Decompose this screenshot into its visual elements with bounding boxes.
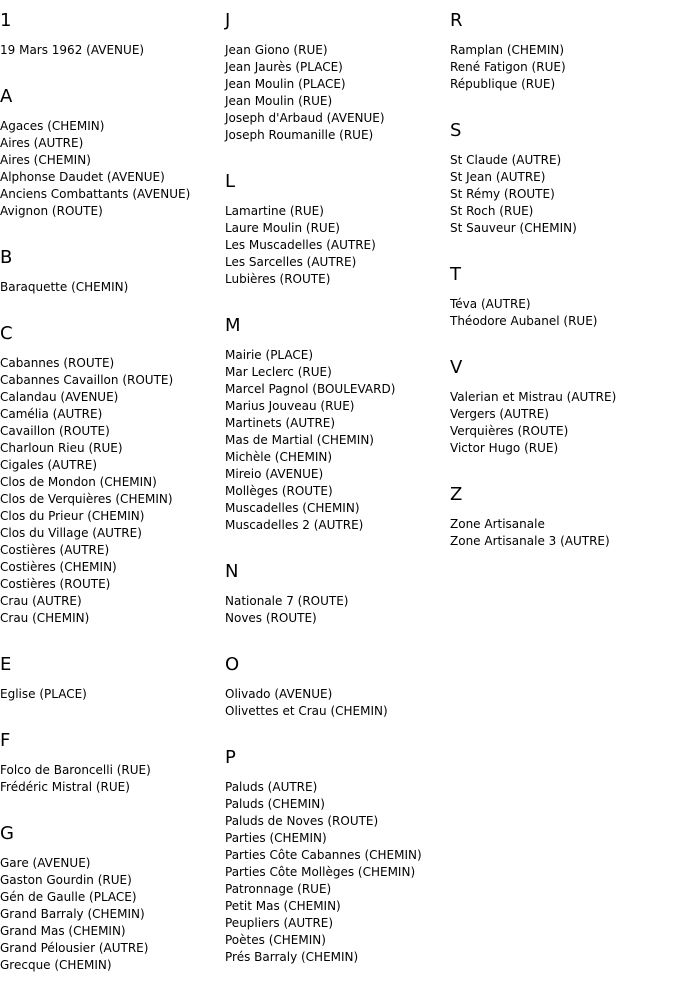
street-item: Parties (CHEMIN) bbox=[225, 831, 327, 845]
street-item: Valerian et Mistrau (AUTRE) bbox=[450, 390, 617, 404]
street-list bbox=[0, 118, 220, 220]
letter-group bbox=[225, 171, 445, 288]
street-item: Clos de Mondon (CHEMIN) bbox=[0, 475, 157, 489]
letter-group bbox=[450, 120, 675, 237]
letter-heading: C bbox=[0, 323, 13, 344]
street-item: Patronnage (RUE) bbox=[225, 882, 332, 896]
street-item: St Rémy (ROUTE) bbox=[450, 187, 555, 201]
street-item: Grand Barraly (CHEMIN) bbox=[0, 907, 145, 921]
street-item: Les Muscadelles (AUTRE) bbox=[225, 238, 376, 252]
street-item: Aires (AUTRE) bbox=[0, 136, 84, 150]
street-index-column-3 bbox=[450, 10, 675, 577]
street-item: Olivado (AVENUE) bbox=[225, 687, 333, 701]
letter-group bbox=[450, 484, 675, 550]
letter-group bbox=[0, 323, 220, 627]
street-list bbox=[450, 389, 675, 457]
street-item: Costières (ROUTE) bbox=[0, 577, 111, 591]
letter-group bbox=[225, 315, 445, 534]
street-item: Clos de Verquières (CHEMIN) bbox=[0, 492, 173, 506]
street-list bbox=[0, 355, 220, 627]
street-item: Alphonse Daudet (AVENUE) bbox=[0, 170, 165, 184]
street-item: Théodore Aubanel (RUE) bbox=[450, 314, 598, 328]
street-item: Les Sarcelles (AUTRE) bbox=[225, 255, 357, 269]
letter-heading: E bbox=[0, 654, 12, 675]
street-item: Prés Barraly (CHEMIN) bbox=[225, 950, 359, 964]
street-list bbox=[225, 203, 445, 288]
street-item: Gén de Gaulle (PLACE) bbox=[0, 890, 137, 904]
street-index-column-1 bbox=[0, 10, 220, 1001]
letter-heading: L bbox=[225, 171, 236, 192]
letter-heading: S bbox=[450, 120, 462, 141]
street-item: Cavaillon (ROUTE) bbox=[0, 424, 110, 438]
street-item: Vergers (AUTRE) bbox=[450, 407, 549, 421]
street-list bbox=[225, 686, 445, 720]
street-item: Mairie (PLACE) bbox=[225, 348, 314, 362]
street-item: Marius Jouveau (RUE) bbox=[225, 399, 355, 413]
street-item: Jean Jaurès (PLACE) bbox=[225, 60, 343, 74]
street-index-column-2 bbox=[225, 10, 445, 993]
street-item: René Fatigon (RUE) bbox=[450, 60, 566, 74]
street-item: Crau (CHEMIN) bbox=[0, 611, 90, 625]
street-item: Cigales (AUTRE) bbox=[0, 458, 98, 472]
street-item: Grand Mas (CHEMIN) bbox=[0, 924, 126, 938]
letter-group bbox=[0, 654, 220, 703]
street-item: Petit Mas (CHEMIN) bbox=[225, 899, 341, 913]
street-list bbox=[225, 593, 445, 627]
letter-heading: M bbox=[225, 315, 241, 336]
letter-group bbox=[225, 10, 445, 144]
letter-group bbox=[0, 247, 220, 296]
letter-heading: F bbox=[0, 730, 11, 751]
street-item: Jean Giono (RUE) bbox=[225, 43, 328, 57]
street-item: Parties Côte Mollèges (CHEMIN) bbox=[225, 865, 416, 879]
street-list bbox=[450, 516, 675, 550]
street-item: Jean Moulin (RUE) bbox=[225, 94, 333, 108]
letter-group bbox=[225, 654, 445, 720]
street-item: Mas de Martial (CHEMIN) bbox=[225, 433, 374, 447]
street-list bbox=[0, 855, 220, 974]
street-item: Lamartine (RUE) bbox=[225, 204, 324, 218]
street-item: Mireio (AVENUE) bbox=[225, 467, 324, 481]
letter-heading: A bbox=[0, 86, 13, 107]
street-item: Olivettes et Crau (CHEMIN) bbox=[225, 704, 388, 718]
street-item: Nationale 7 (ROUTE) bbox=[225, 594, 349, 608]
letter-group bbox=[0, 730, 220, 796]
street-item: 19 Mars 1962 (AVENUE) bbox=[0, 43, 145, 57]
letter-group bbox=[450, 264, 675, 330]
street-list bbox=[0, 42, 220, 59]
street-item: Téva (AUTRE) bbox=[450, 297, 531, 311]
street-item: République (RUE) bbox=[450, 77, 556, 91]
letter-heading: 1 bbox=[0, 10, 12, 31]
street-item: Michèle (CHEMIN) bbox=[225, 450, 333, 464]
letter-group bbox=[225, 747, 445, 966]
street-list bbox=[0, 686, 220, 703]
street-item: St Claude (AUTRE) bbox=[450, 153, 562, 167]
street-item: Paluds (AUTRE) bbox=[225, 780, 318, 794]
street-item: Charloun Rieu (RUE) bbox=[0, 441, 123, 455]
letter-group bbox=[0, 10, 220, 59]
street-item: Lubières (ROUTE) bbox=[225, 272, 331, 286]
letter-heading: J bbox=[225, 10, 231, 31]
street-item: Noves (ROUTE) bbox=[225, 611, 317, 625]
street-item: Victor Hugo (RUE) bbox=[450, 441, 559, 455]
street-item: Cabannes (ROUTE) bbox=[0, 356, 115, 370]
letter-group bbox=[450, 10, 675, 93]
letter-group bbox=[0, 86, 220, 220]
street-item: Muscadelles (CHEMIN) bbox=[225, 501, 360, 515]
street-item: Parties Côte Cabannes (CHEMIN) bbox=[225, 848, 422, 862]
street-item: Baraquette (CHEMIN) bbox=[0, 280, 129, 294]
street-item: Calandau (AVENUE) bbox=[0, 390, 119, 404]
street-item: Eglise (PLACE) bbox=[0, 687, 87, 701]
street-item: Cabannes Cavaillon (ROUTE) bbox=[0, 373, 174, 387]
letter-heading: O bbox=[225, 654, 240, 675]
street-item: Marcel Pagnol (BOULEVARD) bbox=[225, 382, 396, 396]
street-list bbox=[225, 779, 445, 966]
street-item: Costières (CHEMIN) bbox=[0, 560, 117, 574]
letter-group bbox=[225, 561, 445, 627]
letter-group bbox=[0, 823, 220, 974]
street-item: Gare (AVENUE) bbox=[0, 856, 91, 870]
street-item: Martinets (AUTRE) bbox=[225, 416, 336, 430]
letter-heading: B bbox=[0, 247, 13, 268]
street-item: Avignon (ROUTE) bbox=[0, 204, 103, 218]
street-list bbox=[225, 42, 445, 144]
letter-heading: G bbox=[0, 823, 14, 844]
street-item: Grecque (CHEMIN) bbox=[0, 958, 112, 972]
street-list bbox=[225, 347, 445, 534]
street-item: St Sauveur (CHEMIN) bbox=[450, 221, 577, 235]
street-item: Paluds de Noves (ROUTE) bbox=[225, 814, 379, 828]
street-item: Clos du Village (AUTRE) bbox=[0, 526, 142, 540]
letter-heading: V bbox=[450, 357, 463, 378]
street-item: Laure Moulin (RUE) bbox=[225, 221, 340, 235]
street-item: Frédéric Mistral (RUE) bbox=[0, 780, 130, 794]
street-item: St Roch (RUE) bbox=[450, 204, 534, 218]
street-item: Jean Moulin (PLACE) bbox=[225, 77, 346, 91]
letter-heading: N bbox=[225, 561, 239, 582]
street-item: Peupliers (AUTRE) bbox=[225, 916, 334, 930]
street-item: Joseph d'Arbaud (AVENUE) bbox=[225, 111, 385, 125]
letter-group bbox=[450, 357, 675, 457]
letter-heading: Z bbox=[450, 484, 463, 505]
street-item: Zone Artisanale 3 (AUTRE) bbox=[450, 534, 610, 548]
street-item: Camélia (AUTRE) bbox=[0, 407, 103, 421]
street-item: Costières (AUTRE) bbox=[0, 543, 110, 557]
letter-heading: R bbox=[450, 10, 463, 31]
street-list bbox=[0, 762, 220, 796]
street-item: Mollèges (ROUTE) bbox=[225, 484, 333, 498]
street-item: Aires (CHEMIN) bbox=[0, 153, 91, 167]
street-list bbox=[0, 279, 220, 296]
street-list bbox=[450, 42, 675, 93]
street-item: Folco de Baroncelli (RUE) bbox=[0, 763, 151, 777]
letter-heading: P bbox=[225, 747, 236, 768]
street-list bbox=[450, 152, 675, 237]
street-item: Clos du Prieur (CHEMIN) bbox=[0, 509, 145, 523]
street-item: Gaston Gourdin (RUE) bbox=[0, 873, 132, 887]
street-item: Grand Pélousier (AUTRE) bbox=[0, 941, 149, 955]
letter-heading: T bbox=[450, 264, 461, 285]
street-item: St Jean (AUTRE) bbox=[450, 170, 546, 184]
street-item: Agaces (CHEMIN) bbox=[0, 119, 105, 133]
street-item: Zone Artisanale bbox=[450, 517, 545, 531]
street-item: Crau (AUTRE) bbox=[0, 594, 82, 608]
street-item: Muscadelles 2 (AUTRE) bbox=[225, 518, 364, 532]
street-item: Joseph Roumanille (RUE) bbox=[225, 128, 374, 142]
street-item: Anciens Combattants (AVENUE) bbox=[0, 187, 191, 201]
street-item: Mar Leclerc (RUE) bbox=[225, 365, 332, 379]
street-item: Poètes (CHEMIN) bbox=[225, 933, 326, 947]
street-item: Verquières (ROUTE) bbox=[450, 424, 569, 438]
street-item: Ramplan (CHEMIN) bbox=[450, 43, 565, 57]
street-list bbox=[450, 296, 675, 330]
street-item: Paluds (CHEMIN) bbox=[225, 797, 325, 811]
